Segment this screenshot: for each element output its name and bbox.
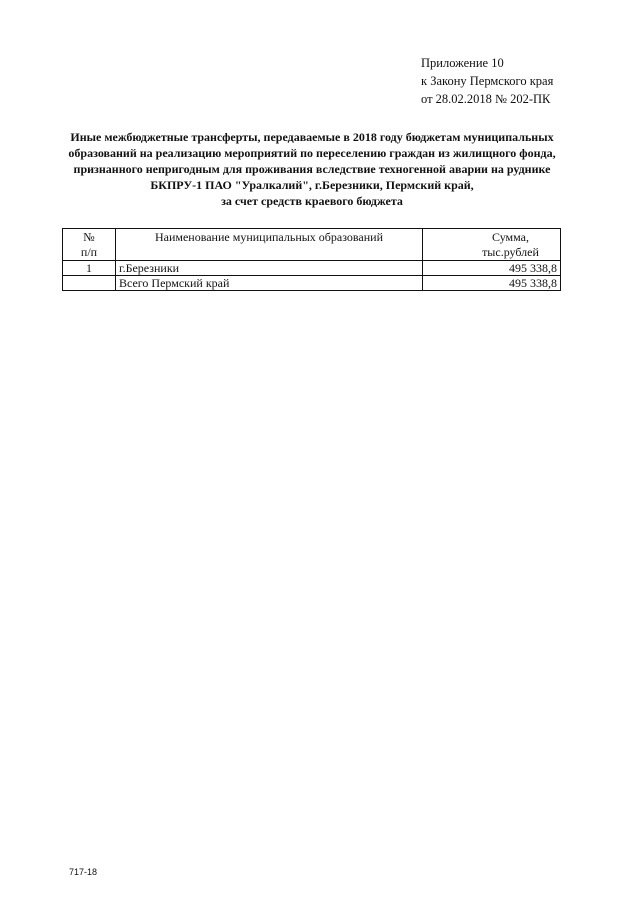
title-line: за счет средств краевого бюджета <box>221 194 403 208</box>
table-header-row <box>63 229 561 261</box>
table-total-row <box>63 276 561 291</box>
row-number: 1 <box>63 261 116 276</box>
title-line: БКПРУ-1 ПАО "Уралкалий", г.Березники, Пермский край, <box>150 178 474 192</box>
title-line: Иные межбюджетные трансферты, передаваемые в 2018 году бюджетам муниципальных <box>70 130 554 144</box>
title-line: образований на реализацию мероприятий по переселению граждан из жилищного фонда, <box>68 146 556 160</box>
header-number-symbol: № <box>83 230 95 244</box>
row-sum: 495 338,8 <box>423 276 561 291</box>
row-number <box>63 276 116 291</box>
row-municipality: г.Березники <box>116 261 423 276</box>
appendix-number: Приложение 10 <box>421 56 504 70</box>
appendix-block <box>421 54 631 108</box>
header-number-abbrev: п/п <box>80 245 98 259</box>
title-line: признанного непригодным для проживания вследствие техногенной аварии на руднике <box>73 162 551 176</box>
header-number <box>63 229 116 261</box>
row-municipality: Всего Пермский край <box>116 276 423 291</box>
table-row <box>63 261 561 276</box>
appendix-law-date: от 28.02.2018 № 202-ПК <box>421 92 551 106</box>
header-sum <box>423 229 561 261</box>
row-sum: 495 338,8 <box>423 261 561 276</box>
appendix-law-reference: к Закону Пермского края <box>421 74 554 88</box>
transfers-table <box>62 228 561 291</box>
header-sum-label: Сумма, <box>492 230 529 244</box>
document-code: 717-18 <box>69 867 98 877</box>
document-title <box>50 129 574 209</box>
header-municipality: Наименование муниципальных образований <box>116 229 423 261</box>
header-sum-unit: тыс.рублей <box>482 245 539 259</box>
